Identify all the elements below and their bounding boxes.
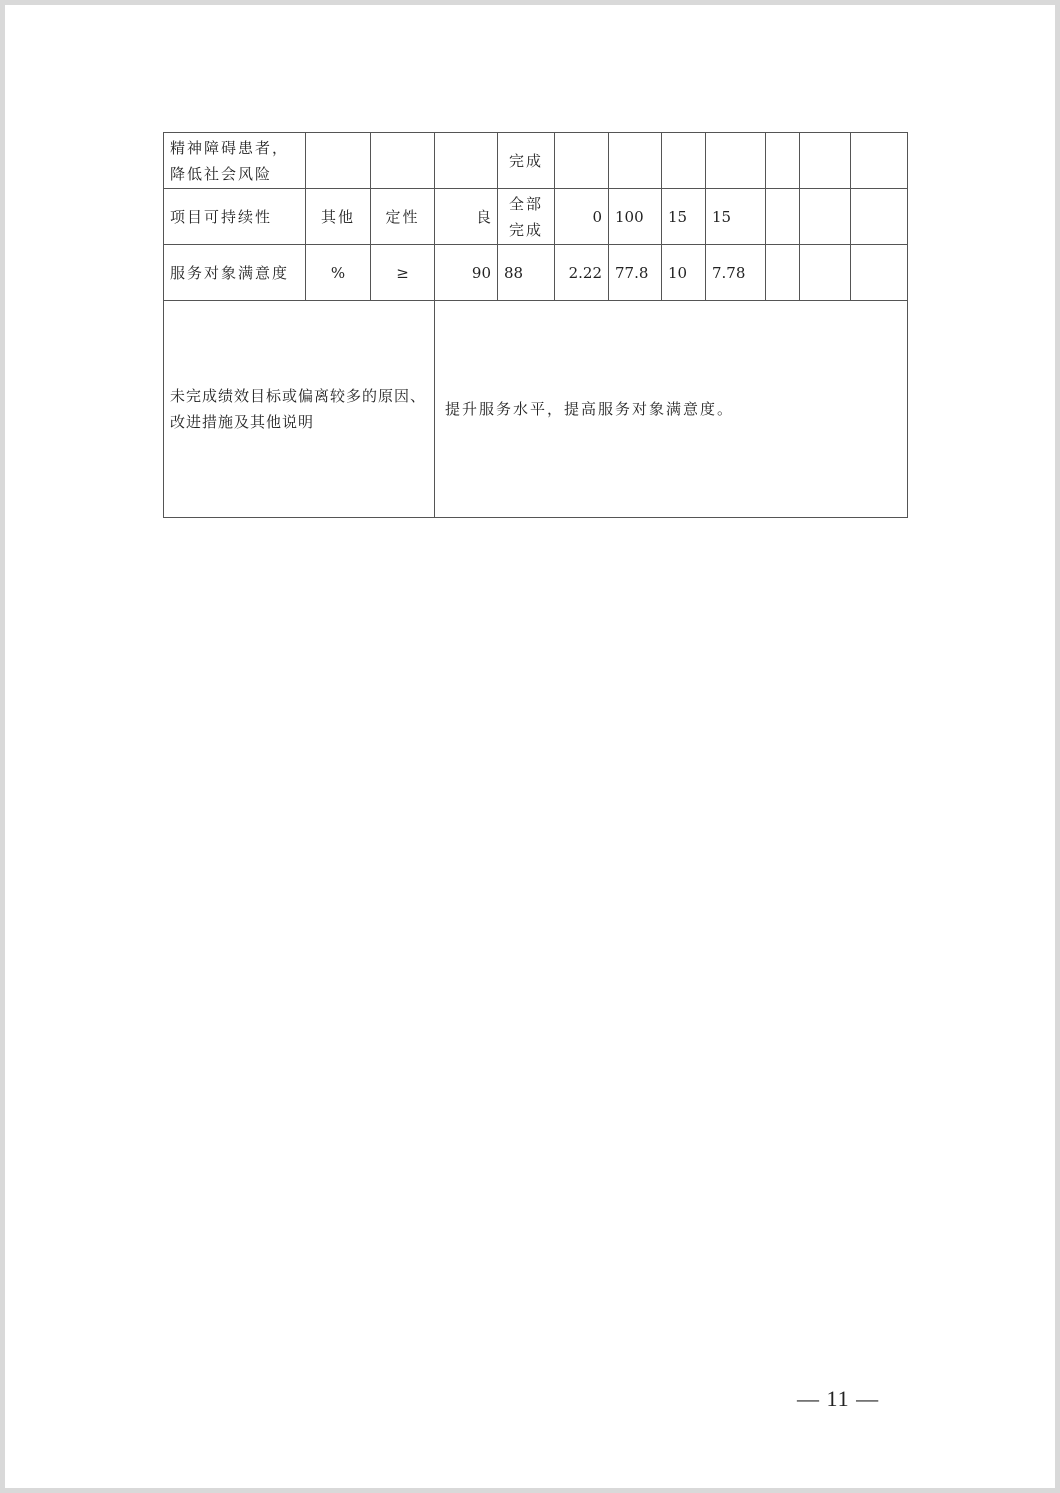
actual-cell: 88 bbox=[498, 245, 555, 301]
blank-cell bbox=[851, 133, 908, 189]
blank-cell bbox=[851, 245, 908, 301]
target-cell: 良 bbox=[435, 189, 498, 245]
deviation-cell: 0 bbox=[555, 189, 609, 245]
note-text: 提升服务水平，提高服务对象满意度。 bbox=[445, 400, 735, 418]
unit-cell: 其他 bbox=[306, 189, 371, 245]
blank-cell bbox=[800, 245, 851, 301]
nature-cell bbox=[371, 133, 435, 189]
blank-cell bbox=[766, 189, 800, 245]
nature-cell: ≥ bbox=[371, 245, 435, 301]
nature-cell: 定性 bbox=[371, 189, 435, 245]
blank-cell bbox=[800, 189, 851, 245]
unit-cell bbox=[306, 133, 371, 189]
indicator-cell: 项目可持续性 bbox=[164, 189, 306, 245]
blank-cell bbox=[851, 189, 908, 245]
deviation-cell bbox=[555, 133, 609, 189]
weight-cell: 10 bbox=[662, 245, 706, 301]
actual-cell: 完成 bbox=[498, 133, 555, 189]
unit-cell: % bbox=[306, 245, 371, 301]
target-cell: 90 bbox=[435, 245, 498, 301]
note-cell bbox=[435, 301, 908, 518]
note-row bbox=[164, 301, 908, 518]
page-number: — 11 — bbox=[797, 1386, 880, 1411]
score-cell: 7.78 bbox=[706, 245, 766, 301]
performance-table bbox=[163, 132, 908, 518]
score-cell: 15 bbox=[706, 189, 766, 245]
deviation-cell: 2.22 bbox=[555, 245, 609, 301]
document-page bbox=[5, 5, 1055, 1488]
weight-cell: 15 bbox=[662, 189, 706, 245]
table-row bbox=[164, 133, 908, 189]
indicator-cell: 精神障碍患者，降低社会风险 bbox=[164, 133, 306, 189]
indicator-cell: 服务对象满意度 bbox=[164, 245, 306, 301]
weight-cell bbox=[662, 133, 706, 189]
target-cell bbox=[435, 133, 498, 189]
table-row bbox=[164, 189, 908, 245]
completion-rate-cell: 100 bbox=[609, 189, 662, 245]
actual-cell: 全部完成 bbox=[498, 189, 555, 245]
note-label: 未完成绩效目标或偏离较多的原因、改进措施及其他说明 bbox=[164, 301, 435, 518]
score-cell bbox=[706, 133, 766, 189]
blank-cell bbox=[766, 133, 800, 189]
completion-rate-cell: 77.8 bbox=[609, 245, 662, 301]
completion-rate-cell bbox=[609, 133, 662, 189]
blank-cell bbox=[800, 133, 851, 189]
blank-cell bbox=[766, 245, 800, 301]
table-row bbox=[164, 245, 908, 301]
